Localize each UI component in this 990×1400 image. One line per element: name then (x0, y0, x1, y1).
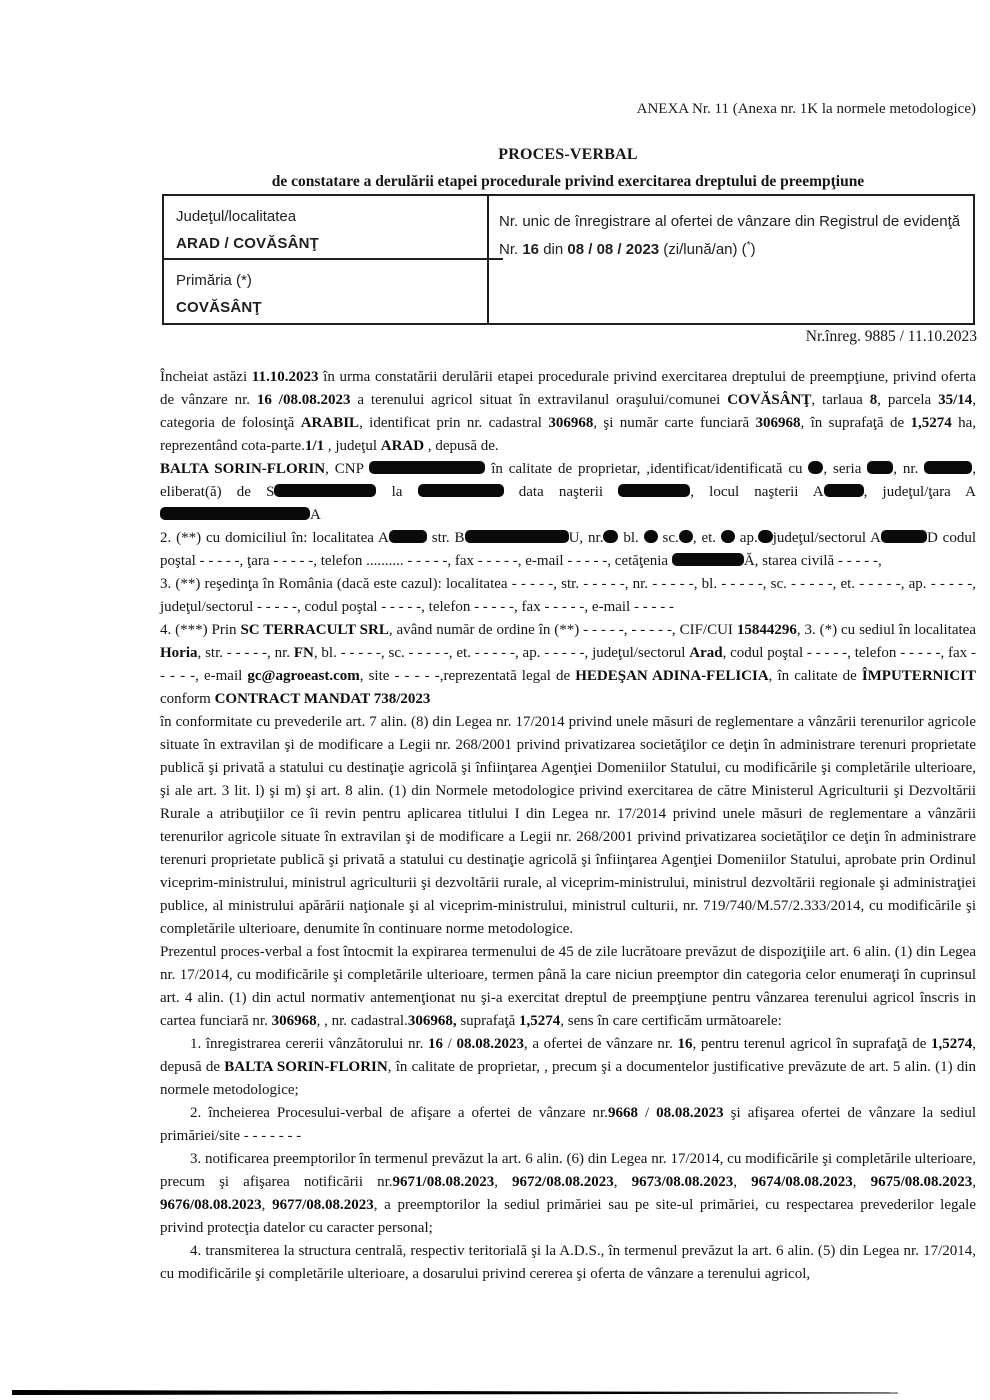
redaction-bar (274, 484, 376, 497)
document-title: PROCES-VERBAL (498, 146, 638, 163)
cityhall-cell (164, 260, 487, 323)
redaction-bar (924, 461, 972, 474)
paragraph-8: 1. înregistrarea cererii vânzătorului nr. 16 / 08.08.2023, a ofertei de vânzare nr. 16, pentru terenul agricol în suprafaţă de 1,5274, depusă de BALTA SORIN-FLORIN, în calitate de proprietar, , precum şi a documentelor justificative prevăzute de art. 5 alin. (1) din normele metodologice; (160, 1036, 977, 1098)
annex-reference: ANEXA Nr. 11 (Anexa nr. 1K la normele metodologice) (636, 101, 976, 117)
redaction-bar (389, 530, 427, 543)
paragraph-2: BALTA SORIN-FLORIN, CNP în calitate de proprietar, ,identificat/identificată cu , seria , nr. , eliberat(ă) de S la data naşterii , locul naşterii A , judeţul/ţara AA (160, 461, 977, 523)
paragraph-5: 4. (***) Prin SC TERRACULT SRL, având număr de ordine în (**) - - - - -, - - - - -, CIF/CUI 15844296, 3. (*) cu sediul în localitatea Horia, str. - - - - -, nr. FN, bl. - - - - -, sc. - - - - -, et. - - - - -, ap. - - - - -, judeţul/sectorul Arad, codul poştal - - - - -, telefon - - - - -, fax - - - - -, e-mail gc@agroeast.com, site - - - - -,reprezentată legal de HEDEŞAN ADINA-FELICIA, în calitate de ÎMPUTERNICIT conform CONTRACT MANDAT 738/2023 (160, 622, 976, 707)
unique-number-value: Nr. 16 din 08 / 08 / 2023 (zi/lună/an) (*) (499, 240, 756, 258)
redaction-bar (679, 530, 693, 543)
paragraph-1: Încheiat astăzi 11.10.2023 în urma constatării derulării etapei procedurale privind exercitarea dreptului de preempţiune, privind oferta de vânzare nr. 16 /08.08.2023 a terenului agricol situat în extravilanul oraşului/comunei COVĂSÂNŢ, tarlaua 8, parcela 35/14, categoria de folosinţă ARABIL, identificat prin nr. cadastral 306968, şi număr carte funciară 306968, în suprafaţă de 1,5274 ha, reprezentând cota-parte.1/1 , judeţul ARAD , depusă de. (160, 369, 977, 454)
redaction-bar (758, 530, 773, 543)
redaction-bar (824, 484, 864, 497)
paragraph-10: 3. notificarea preemptorilor în termenul prevăzut la art. 6 alin. (6) din Legea nr. 17/2014, cu modificările şi completările ulterioare, precum şi afişarea notificării nr.9671/08.08.2023, 9672/08.08.2023, 9673/08.08.2023, 9674/08.08.2023, 9675/08.08.2023, 9676/08.08.2023, 9677/08.08.2023, a preemptorilor la sediul primăriei sau pe site-ul primăriei, cu respectarea prevederilor legale privind protecţia datelor cu caracter personal; (160, 1151, 977, 1236)
redaction-bar (672, 553, 744, 566)
county-value: ARAD / COVĂSÂNŢ (176, 235, 320, 252)
paragraph-4: 3. (**) reşedinţa în România (dacă este cazul): localitatea - - - - -, str. - - - - -, nr. - - - - -, bl. - - - - -, sc. - - - - -, et. - - - - -, ap. - - - - -, judeţul/sectorul - - - - -, codul poştal - - - - -, telefon - - - - -, fax - - - - -, e-mail - - - - - (160, 576, 976, 615)
paragraph-9: 2. încheierea Procesului-verbal de afişare a ofertei de vânzare nr.9668 / 08.08.2023 şi afişarea ofertei de vânzare la sediul primăriei/site - - - - - - - (160, 1105, 976, 1144)
redaction-bar (644, 530, 658, 543)
paragraph-7: Prezentul proces-verbal a fost întocmit la expirarea termenului de 45 de zile lucrătoare prevăzut de dispoziţiile art. 6 alin. (1) din Legea nr. 17/2014, cu modificările şi completările ulterioare, termen până la care niciun preemptor din categoria celor enumeraţi în cuprinsul art. 4 alin. (1) din actul normativ antemenţionat nu şi-a exercitat dreptul de preempţiune pentru vânzarea terenului agricol înscris in cartea funciară nr. 306968, , nr. cadastral.306968, suprafaţă 1,5274, sens în care certificăm următoarele: (160, 944, 976, 1029)
redaction-bar (369, 461, 485, 474)
unique-number-cell (489, 196, 973, 323)
paragraph-11: 4. transmiterea la structura centrală, respectiv teritorială şi la A.D.S., în termenul prevăzut la art. 6 alin. (5) din Legea nr. 17/2014, cu modificările şi completările ulterioare, a dosarului privind cererea şi oferta de vânzare a terenului agricol, (160, 1243, 976, 1282)
unique-number-label: Nr. unic de înregistrare al ofertei de vânzare din Registrul de evidenţă (499, 213, 961, 230)
cityhall-label: Primăria (*) (176, 272, 252, 289)
registration-table (162, 194, 975, 325)
paragraph-3: 2. (**) cu domiciliul în: localitatea A str. B U, nr. bl. sc. , et. ap. judeţul/sectorul A D codul poştal - - - - -, ţara - - - - -, telefon .......... - - - - -, fax - - - - -, e-mail - - - - -, cetăţenia Ă, starea civilă - - - - -, (160, 530, 976, 569)
paragraph-6: în conformitate cu prevederile art. 7 alin. (8) din Legea nr. 17/2014 privind unele măsuri de reglementare a vânzării terenurilor agricole situate în extravilan şi de modificare a Legii nr. 268/2001 privind privatizarea societăţilor ce deţin în administrare terenuri proprietate publică şi privată a statului cu destinaţie agricolă şi înfiinţarea Agenţiei Domeniilor Statului, cu modificările şi completările ulterioare, şi ale art. 3 lit. l) şi m) şi art. 8 alin. (1) din Normele metodologice privind exercitarea de către Ministerul Agriculturii şi Dezvoltării Rurale a atribuţiilor ce îi revin pentru aplicarea titlului I din Legea nr. 17/2014 privind unele măsuri de reglementare a vânzării terenurilor agricole situate în extravilan şi de modificare a Legii nr. 268/2001 privind privatizarea societăţilor ce deţin în administrare terenuri proprietate publică şi privată a statului cu destinaţie agricolă şi înfiinţarea Agenţiei Domeniilor Statului, aprobate prin Ordinul viceprim-ministrului, ministrul agriculturii şi dezvoltării rurale, al viceprim-ministrului, ministrul dezvoltării regionale şi administraţiei publice, al ministrului apărării naţionale şi al viceprim-ministrului, ministrul culturii, nr. 719/740/M.57/2.333/2014, cu modificările şi completările ulterioare, denumite în continuare norme metodologice. (160, 714, 976, 937)
registry-number: Nr.înreg. 9885 / 11.10.2023 (805, 328, 977, 345)
redaction-bar (867, 461, 893, 474)
redaction-bar (808, 461, 823, 474)
document-body (160, 366, 976, 1286)
scan-artifact-line (12, 1390, 898, 1395)
redaction-bar (881, 530, 927, 543)
table-divider-tick (489, 258, 503, 260)
redaction-bar (603, 530, 618, 543)
redaction-bar (721, 530, 735, 543)
redaction-bar (618, 484, 690, 497)
cityhall-value: COVĂSÂNŢ (176, 299, 262, 316)
redaction-bar (465, 530, 569, 543)
county-label: Judeţul/localitatea (176, 208, 297, 225)
redaction-bar (418, 484, 504, 497)
document-subtitle: de constatare a derulării etapei procedurale privind exercitarea dreptului de preempţiune (271, 173, 865, 190)
county-cell (164, 196, 487, 260)
registration-table-left-column (164, 196, 489, 323)
redaction-bar (160, 507, 310, 520)
